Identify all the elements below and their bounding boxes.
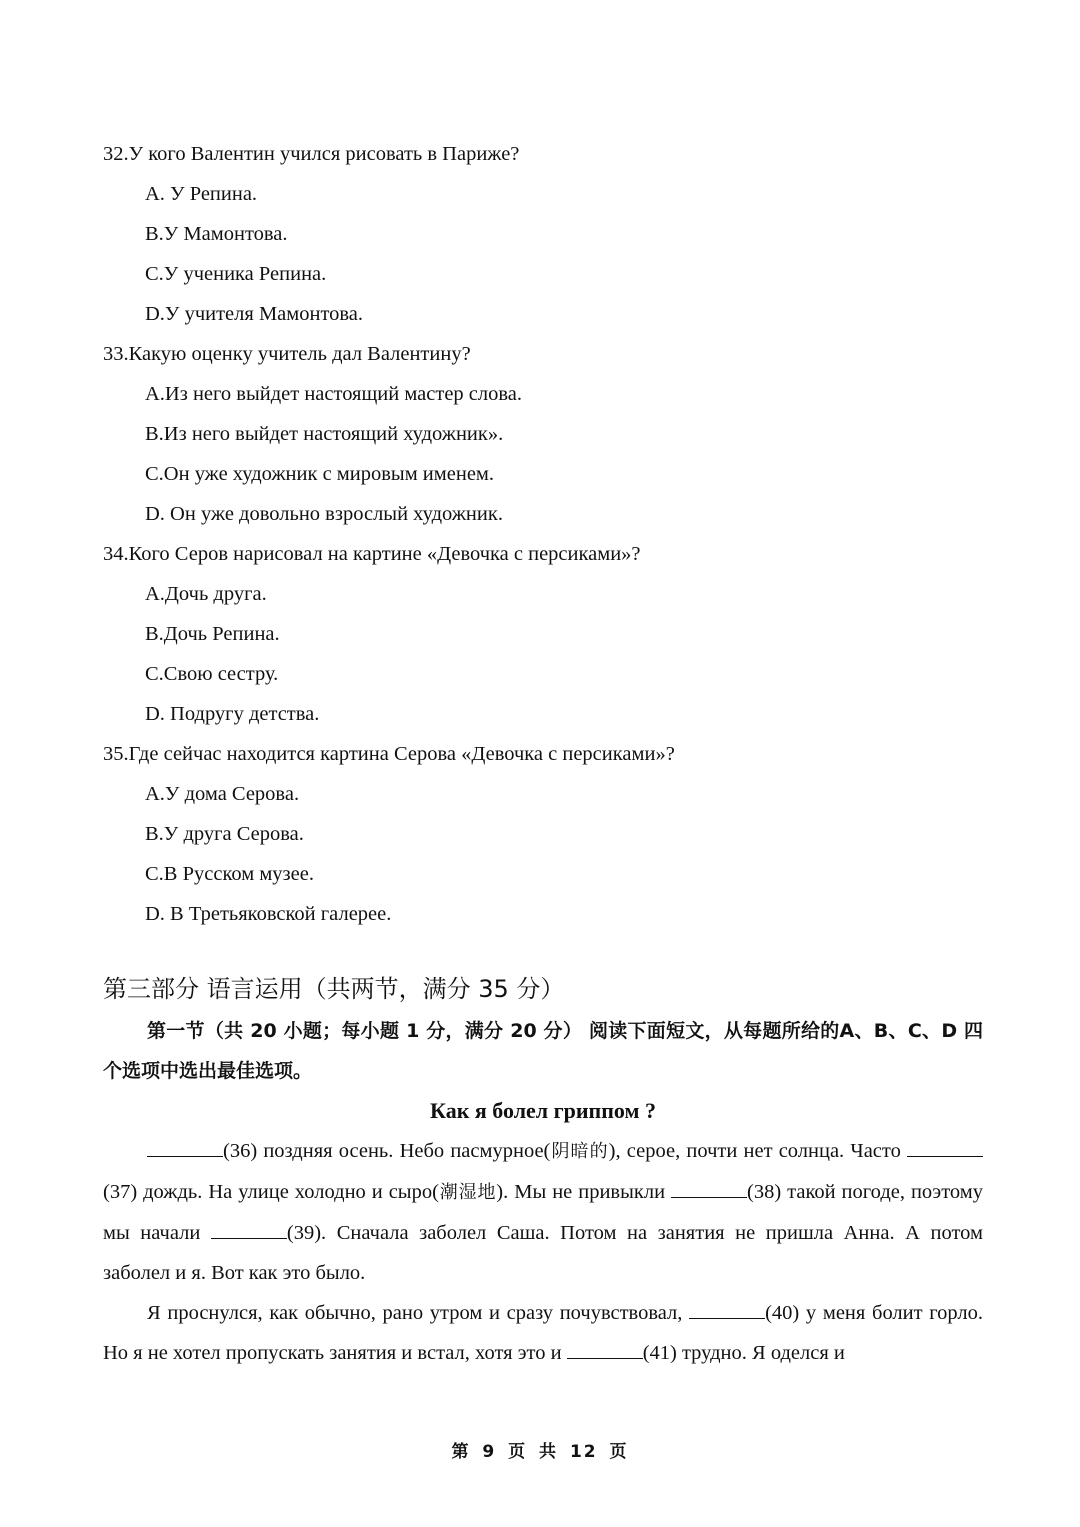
page-footer: 第 9 页 共 12 页 — [451, 1442, 629, 1462]
story-text: ). Мы не привыкли — [496, 1181, 672, 1203]
answer-option: C.Он уже художник с мировым именем. — [145, 463, 495, 485]
answer-option: B.Из него выйдет настоящий художник». — [145, 423, 504, 445]
blank-number: (36) — [223, 1140, 258, 1162]
blank-number: (41) — [642, 1342, 677, 1364]
answer-option: B.Дочь Репина. — [145, 623, 280, 645]
answer-option: B.У Мамонтова. — [145, 223, 288, 245]
chinese-gloss: 阴暗的 — [550, 1141, 609, 1162]
question-stem: 33.Какую оценку учитель дал Валентину? — [103, 343, 471, 365]
story-paragraph-2 — [103, 1293, 983, 1373]
answer-option: B.У друга Серова. — [145, 823, 304, 845]
question-stem: 35.Где сейчас находится картина Серова «Девочка с персиками»? — [103, 743, 675, 765]
story-text: Я проснулся, как обычно, рано утром и сразу почувствовал, — [147, 1302, 690, 1324]
story-title: Как я болел гриппом ? — [430, 1098, 656, 1123]
answer-option: D. Подругу детства. — [145, 703, 320, 725]
blank-36 — [147, 1138, 223, 1157]
answer-option: A.У дома Серова. — [145, 783, 300, 805]
blank-number: (37) — [103, 1181, 138, 1203]
part-title: 第三部分 语言运用（共两节，满分 35 分） — [103, 975, 565, 1003]
question-stem: 34.Кого Серов нарисовал на картине «Девочка с персиками»? — [103, 543, 641, 565]
answer-option: D. В Третьяковской галерее. — [145, 903, 392, 925]
answer-option: C.Свою сестру. — [145, 663, 279, 685]
blank-number: (40) — [765, 1302, 800, 1324]
blank-40 — [689, 1300, 765, 1319]
blank-41 — [567, 1340, 643, 1359]
story-text: у меня болит горло. Но я не хотел пропускать занятия и встал, хотя это и — [103, 1302, 983, 1364]
answer-option: A.Дочь друга. — [145, 583, 267, 605]
answer-option: D.У учителя Мамонтова. — [145, 303, 364, 325]
answer-option: A. У Репина. — [145, 183, 258, 205]
answer-option: D. Он уже довольно взрослый художник. — [145, 503, 503, 525]
blank-39 — [211, 1220, 287, 1239]
subsection-instruction: 第一节（共 20 小题；每小题 1 分，满分 20 分） 阅读下面短文，从每题所给的A、B、C、D 四个选项中选出最佳选项。 — [103, 1020, 983, 1082]
story-paragraph-1 — [103, 1131, 983, 1293]
language-use-section — [103, 967, 983, 1373]
questions-block — [103, 134, 983, 934]
story-text: поздняя осень. Небо пасмурное( — [257, 1140, 551, 1162]
story-text: трудно. Я оделся и — [676, 1342, 845, 1364]
answer-option: C.В Русском музее. — [145, 863, 314, 885]
blank-number: (39) — [286, 1222, 322, 1244]
blank-38 — [671, 1179, 747, 1198]
question-stem: 32.У кого Валентин учился рисовать в Париже? — [103, 143, 520, 165]
answer-option: C.У ученика Репина. — [145, 263, 327, 285]
story-text: ), серое, почти нет солнца. Часто — [608, 1140, 908, 1162]
blank-number: (38) — [747, 1181, 782, 1203]
story-text: такой погоде, поэтому мы начали — [103, 1181, 984, 1244]
answer-option: A.Из него выйдет настоящий мастер слова. — [145, 383, 523, 405]
chinese-gloss: 潮湿地 — [438, 1182, 497, 1203]
story-text: дождь. На улице холодно и сыро( — [137, 1181, 439, 1203]
story-text: . Сначала заболел Саша. Потом на занятия не пришла Анна. А потом заболел и я. Вот как это было. — [103, 1222, 983, 1284]
blank-37 — [907, 1138, 983, 1157]
